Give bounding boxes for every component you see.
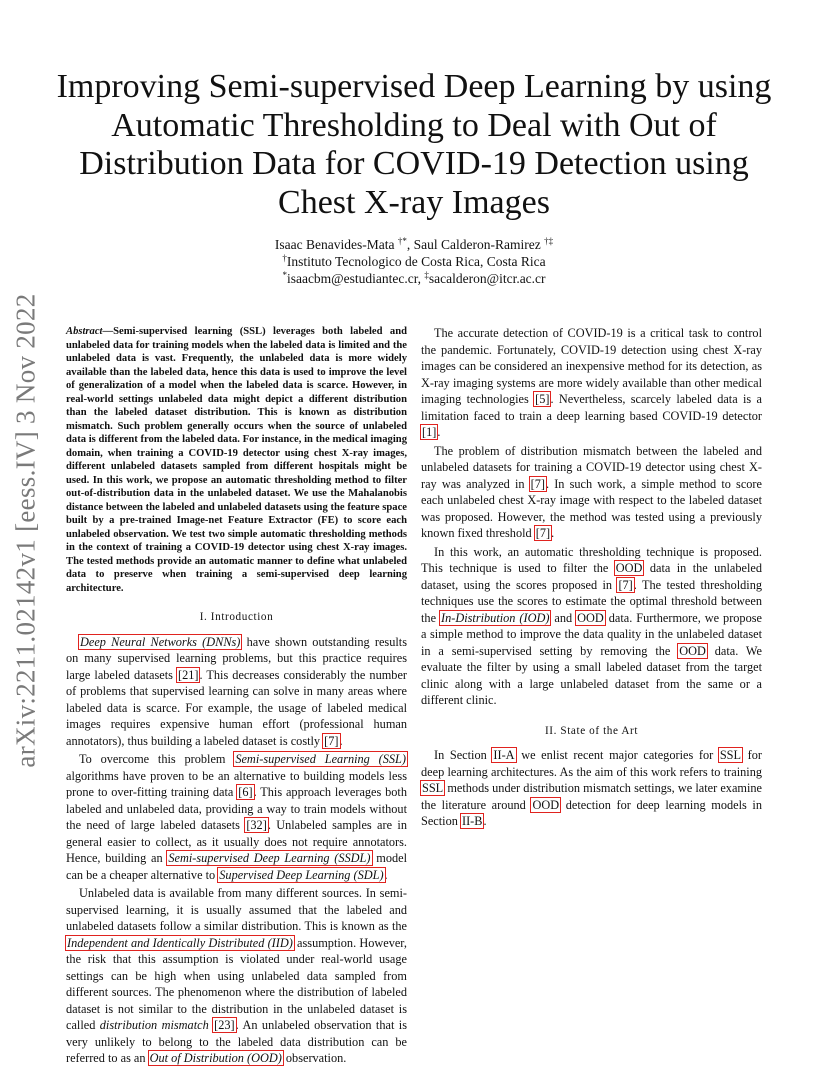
email-2[interactable]: sacalderon@itcr.ac.cr [428,271,546,286]
text-run: . This decreases considerably the number of problems that supervised learning can solve in many areas where labeled data is scarce. For example, the usage of labeled medical images requires expensive human effort (professional human annotators), thus building a labeled dataset is costly [66,667,407,748]
text-run: Unlabeled data is available from many different sources. In semi-supervised learning, it is usually assumed that the labeled and unlabeled datasets follow a similar distribution. This is known as the [66,886,407,933]
sota-paragraph-1 [421,747,762,830]
text-run: . [551,526,555,540]
acronym-link-ood[interactable]: OOD [532,797,560,812]
acronym-link-iid[interactable]: Independent and Identically Distributed (IID) [67,935,293,950]
citation-link[interactable]: [21] [177,667,199,682]
text-run: The accurate detection of COVID-19 is a critical task to control the pandemic. Fortunately, COVID-19 detection using chest X-ray images can be considered an inexpensive method for its detection, as X-ray imaging systems are more widely available than other medical imaging technologies [421,326,762,406]
text-run: model can be a cheaper alternative to [66,851,407,882]
author-1-mark: †* [397,236,407,246]
text-run: assumption. However, the risk that this assumption is violated under real-world usage settings can be high when using unlabeled data sampled from different sources. The phenomenon where the distribution of labeled dataset is not similar to the distribution in the unlabeled dataset is called [66,935,407,1032]
intro-paragraph-1 [66,634,407,750]
email-2-mark: ‡ [424,270,429,280]
text-run: . [437,425,441,439]
text-run: . An unlabeled observation that is very unlikely to belong to the labeled data distribution can be referred to as an [66,1018,407,1065]
affiliation-text: Instituto Tecnologico de Costa Rica, Costa Rica [286,254,546,269]
abstract-text: —Semi-supervised learning (SSL) leverages both labeled and unlabeled data for training models when the labeled data is limited and the unlabeled data is vast. Frequently, the unlabeled data is more widely available than the labeled data, hence this data is used to improve the level of generalization of a model when the labeled data is scarce. However, in real-world settings unlabeled data might depict a different distribution than the labeled dataset distribution. This is known as distribution mismatch. Such problem generally occurs when the source of unlabeled data is different from the labeled data. For instance, in the medical imaging domain, when training a COVID-19 detector using chest X-ray images, different unlabeled datasets sampled from different hospitals might be used. In this work, we propose an automatic thresholding method to filter out-of-distribution data in the unlabeled dataset. We use the Mahalanobis distance between the labeled and unlabeled datasets using the feature space built by a pre-trained Image-net Feature Extractor (FE) to score each unlabeled observation. We test two simple automatic thresholding methods in the context of training a COVID-19 detector using chest X-ray images. The tested methods provide an automatic manner to define what unlabeled data to preserve when training a semi-supervised deep learning architecture. [66,326,407,594]
text-run: we enlist recent major categories for [515,748,719,762]
intro-paragraph-2 [66,751,407,883]
citation-link[interactable]: [32] [246,818,267,832]
abstract-lead: Abstract [66,326,103,337]
text-run: . [339,733,343,748]
abstract [66,325,407,595]
section-heading-introduction: I. Introduction [199,611,274,623]
citation-link[interactable]: [1] [422,425,437,439]
citation-link[interactable]: [7] [530,476,545,491]
text-run: have shown outstanding results on many supervised learning problems, but this practice requires large labeled datasets [66,634,407,682]
citation-link[interactable]: [7] [535,526,551,540]
text-run: To overcome this problem [79,752,235,766]
text-run: observation. [282,1051,347,1065]
citation-link[interactable]: [23] [214,1018,235,1032]
arxiv-identifier-text: arXiv:2211.02142v1 [eess.IV] 3 Nov 2022 [10,292,41,768]
text-run: data. We evaluate the filter by using a small labeled dataset from the target clinic along with a large unlabeled dataset from the same or a different clinic. [421,643,762,707]
section-link[interactable]: II-B [461,814,483,828]
affiliation-mark: † [282,253,287,263]
email-1-mark: * [282,270,287,280]
intro-paragraph-5 [421,443,762,542]
text-run: . [483,814,487,828]
intro-paragraph-3 [66,885,407,1067]
author-emails [150,270,678,287]
email-1[interactable]: isaacbm@estudiantec.cr, [286,271,425,286]
intro-paragraph-4 [421,325,762,441]
author-affiliation [150,253,678,270]
acronym-link-iod[interactable]: In-Distribution (IOD) [440,610,550,625]
text-run: . In such work, a simple method to score each unlabeled chest X-ray image with respect to the labeled dataset was proposed. However, the method was tested using a previously known fixed threshold [421,476,762,540]
term-distribution-mismatch: distribution mismatch [99,1018,209,1032]
acronym-link-ood[interactable]: OOD [577,610,604,625]
author-2-mark: †‡ [544,236,554,246]
acronym-link-ssl[interactable]: Semi-supervised Learning (SSL) [235,752,406,766]
citation-link[interactable]: [6] [238,785,253,799]
text-run: . Unlabeled samples are in general easier to collect, as it usually does not require annotators. Hence, building an [66,818,407,865]
section-link[interactable]: II-A [493,748,515,762]
author-1: Isaac Benavides-Mata [274,237,398,252]
acronym-link-ood[interactable]: OOD [615,561,643,575]
text-run: for deep learning architectures. As the aim of this work refers to training [421,748,762,779]
citation-link[interactable]: [5] [535,392,550,406]
text-run: methods under distribution mismatch settings, we later examine the literature around [421,781,762,812]
acronym-link-dnn[interactable]: Deep Neural Networks (DNNs) [80,634,241,649]
text-run: and [550,610,577,625]
text-run: data. Furthermore, we propose a simple method to improve the data quality in the unlabeled dataset in a semi-supervised setting by removing the [421,610,762,658]
acronym-link-ssdl[interactable]: Semi-supervised Deep Learning (SSDL) [168,851,371,865]
citation-link[interactable]: [7] [618,577,633,592]
text-run: data in the unlabeled dataset, using the scores proposed in [421,561,762,592]
left-column [66,325,407,1069]
acronym-link-ssl[interactable]: SSL [719,748,742,762]
text-run: . The tested thresholding techniques use the scores to estimate the optimal threshold between the [421,577,762,625]
acronym-link-ood[interactable]: OOD [679,643,706,658]
text-run: The problem of distribution mismatch between the labeled and unlabeled datasets for training a COVID-19 detector using chest X-ray was analyzed in [421,443,762,491]
text-run: In Section [434,748,493,762]
section-heading-state-of-the-art: II. State of the Art [544,724,639,737]
text-run: In this work, an automatic thresholding technique is proposed. This technique is used to filter the [421,544,762,575]
acronym-link-sdl[interactable]: Supervised Deep Learning (SDL) [219,867,384,882]
text-run: detection for deep learning models in Section [421,797,762,828]
author-block [150,236,678,287]
text-run: . This approach leverages both labeled and unlabeled data, providing a way to train models without the need of large labeled datasets [66,785,407,832]
citation-link[interactable]: [7] [324,733,339,748]
author-2: , Saul Calderon-Ramirez [406,237,545,252]
arxiv-identifier [8,290,44,770]
paper-title: Improving Semi-supervised Deep Learning by using Automatic Thresholding to Deal with Out of Distribution Data for COVID-19 Detection using Chest X-ray Images [56,68,772,221]
text-run: algorithms have proven to be an alternative to building models less prone to over-fitting training data [66,768,407,799]
text-run: . Nevertheless, scarcely labeled data is a limitation faced to train a deep learning based COVID-19 detector [421,392,762,423]
acronym-link-ood[interactable]: Out of Distribution (OOD) [149,1051,282,1065]
author-names [150,236,678,253]
text-run: . [384,867,388,882]
intro-paragraph-6 [421,544,762,709]
acronym-link-ssl[interactable]: SSL [422,781,444,795]
right-column [421,325,762,832]
